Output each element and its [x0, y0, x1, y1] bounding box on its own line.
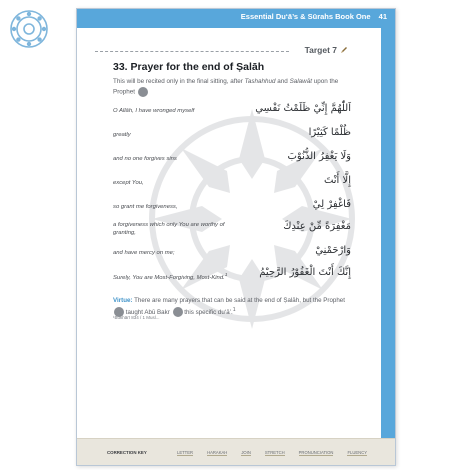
- dashed-divider: [95, 51, 289, 52]
- target-bar: [95, 45, 349, 57]
- key-pronunciation: PRONUNCIATION: [298, 450, 334, 455]
- intro-part: and: [277, 78, 288, 85]
- intro-text: [113, 77, 343, 98]
- radiyallah-icon: [173, 307, 183, 317]
- intro-term: Salawāt: [289, 78, 312, 85]
- intro-part: This will be recited only in the final sitting, after: [113, 78, 243, 85]
- virtue-text: There are many prayers that can be said at the end of Ṣalāh, but the Prophet: [134, 297, 345, 304]
- dua-line: [113, 221, 351, 245]
- section-title: 33. Prayer for the end of Ṣalāh: [113, 61, 265, 73]
- virtue-label: Virtue:: [113, 297, 133, 304]
- virtue-note: [113, 296, 353, 317]
- footnote: ¹Bukhārī 834 / 1 Musl...: [113, 315, 160, 320]
- arabic-line: مَغْفِرَةً مِّنْ عِنْدِكَ: [283, 221, 351, 232]
- english-line: [113, 272, 238, 282]
- english-line: and no one forgives sins: [113, 156, 177, 162]
- english-text: Surely, You are Most-Forgiving, Most-Kind.: [113, 274, 225, 281]
- pencil-icon: [339, 45, 349, 55]
- footnote-ref: 1: [232, 306, 236, 313]
- dua-line: [113, 127, 351, 149]
- page-header: [77, 9, 395, 28]
- english-line: O Allāh, I have wronged myself: [113, 108, 195, 114]
- arabic-line: إِنَّكَ أَنْتَ الْغَفُوْرُ الرَّحِيْمُ: [259, 267, 351, 278]
- dua-line: [113, 151, 351, 173]
- footnote-ref: 1: [224, 273, 228, 278]
- arabic-line: ظُلْمًا كَثِيْرًا: [308, 127, 351, 138]
- key-harakah: HARAKAH: [207, 450, 228, 455]
- correction-key-bar: [77, 438, 395, 465]
- dua-line: [113, 245, 351, 267]
- arabic-line: إِلَّا أَنْتَ: [323, 175, 351, 186]
- arabic-line: وَلَا يَغْفِرُ الذُّنُوْبَ: [287, 151, 351, 162]
- intro-part: upon the Prophet: [113, 78, 339, 96]
- running-title: [241, 12, 387, 21]
- english-line: except You,: [113, 180, 144, 186]
- arabic-line: اَللّٰهُمَّ إِنِّيْ ظَلَمْتُ نَفْسِي: [255, 103, 351, 114]
- correction-keys: [177, 450, 387, 456]
- dua-line: [113, 199, 351, 221]
- salutation-icon: [138, 87, 148, 97]
- arabic-line: وَارْحَمْنِيْ: [315, 245, 351, 256]
- page-number: 41: [378, 12, 387, 21]
- key-stretch: STRETCH: [264, 450, 285, 455]
- correction-key-label: CORRECTION KEY: [107, 450, 147, 455]
- virtue-text: taught Abū Bakr: [125, 308, 170, 316]
- english-line: so grant me forgiveness,: [113, 204, 178, 210]
- target-label: Target 7: [304, 45, 337, 55]
- dua-line: [113, 175, 351, 197]
- arabic-line: فَاغْفِرْ لِيْ: [312, 199, 351, 210]
- dua-line: [113, 103, 351, 125]
- intro-term: Tashahhud: [244, 78, 276, 85]
- dua-line: [113, 267, 351, 289]
- key-letter: LETTER: [177, 450, 194, 455]
- key-fluency: FLUENCY: [347, 450, 368, 455]
- side-strip: [381, 28, 395, 439]
- book-title: Essential Du‘ā’s & Sūrahs Book One: [240, 12, 371, 21]
- rosette-logo-icon: [9, 9, 49, 49]
- key-join: JOIN: [241, 450, 251, 455]
- english-line: greatly: [113, 132, 131, 138]
- english-line: a forgiveness which only You are worthy of granting,: [113, 222, 225, 236]
- english-line: and have mercy on me;: [113, 250, 175, 256]
- book-page: [76, 8, 396, 466]
- virtue-text: this specific du‘ā’.: [184, 308, 233, 316]
